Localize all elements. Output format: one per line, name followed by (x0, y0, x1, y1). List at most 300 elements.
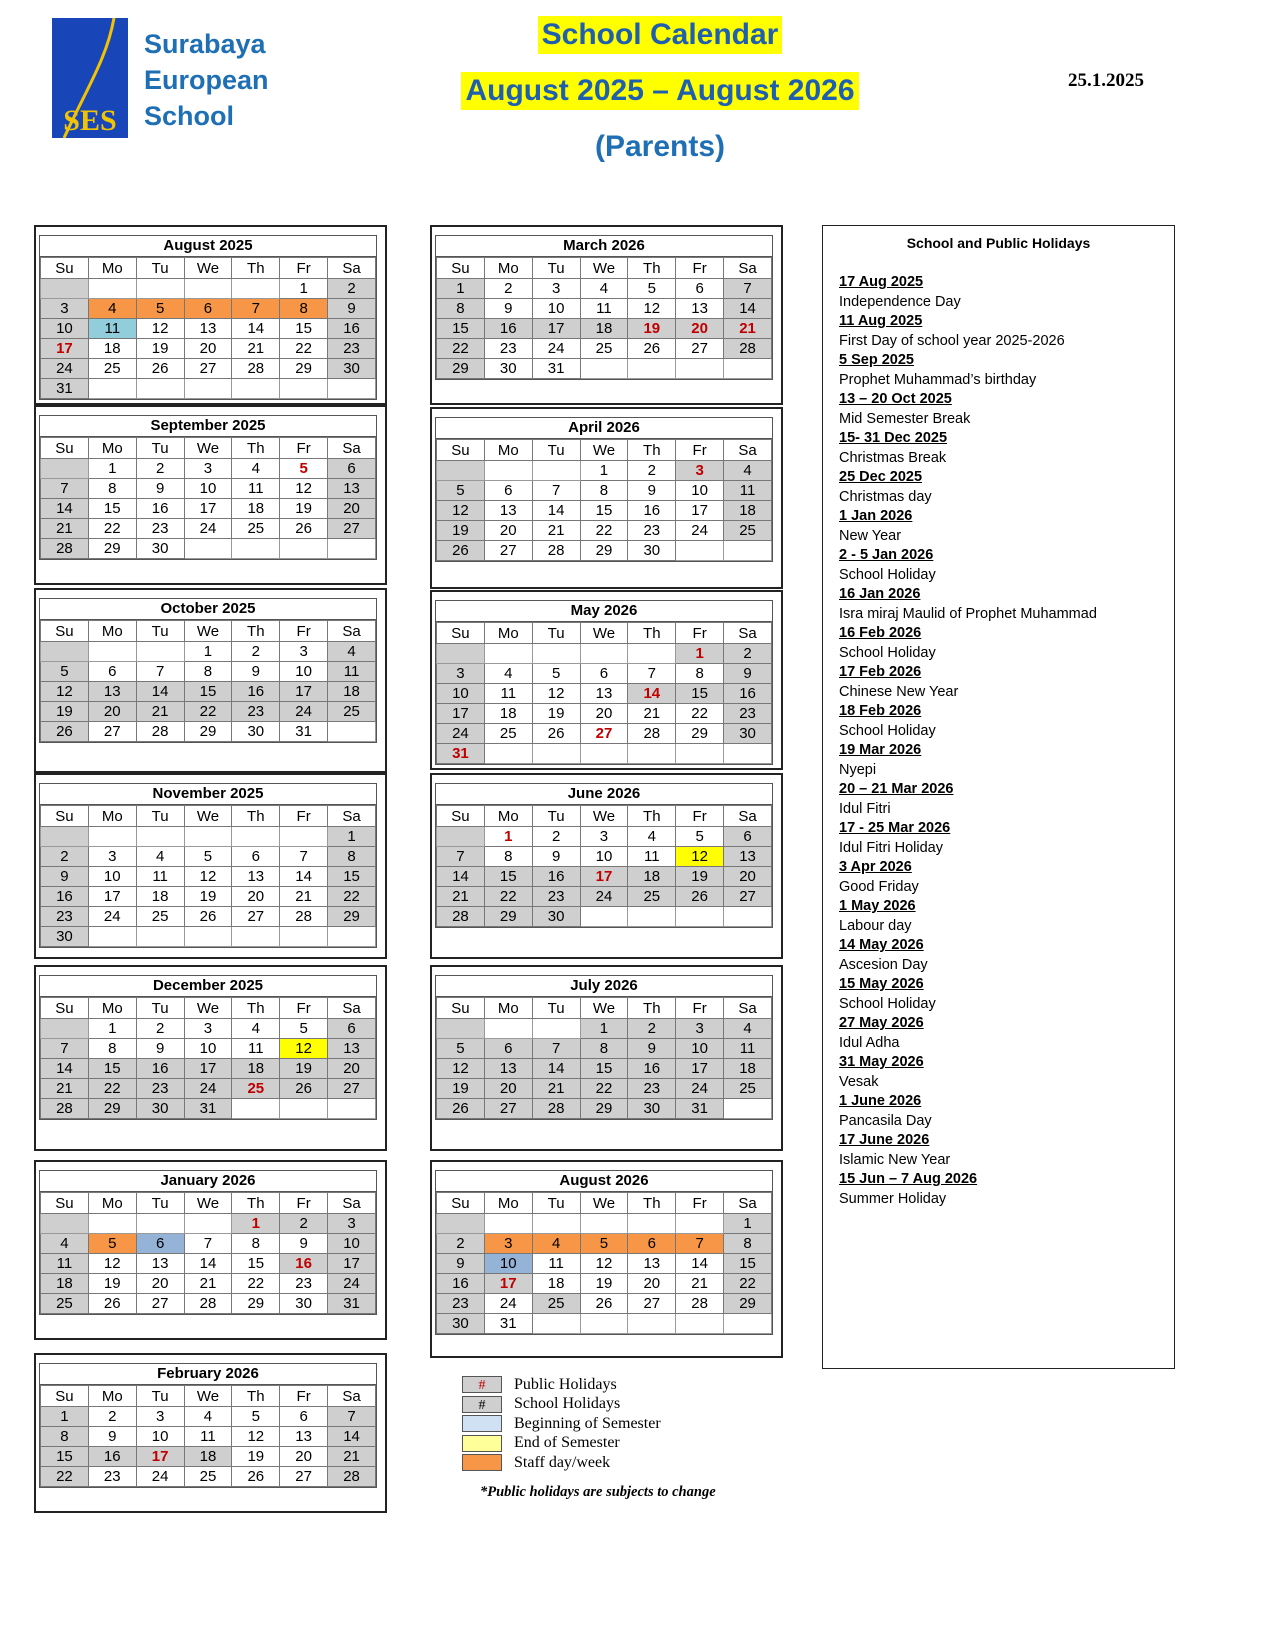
day-cell: 15 (580, 1059, 628, 1079)
day-cell: 6 (232, 847, 280, 867)
day-cell: 6 (484, 481, 532, 501)
holiday-date: 1 May 2026 (839, 898, 916, 914)
empty-day-cell (280, 379, 328, 399)
day-cell: 2 (724, 644, 772, 664)
day-cell: 16 (41, 887, 89, 907)
day-cell: 28 (280, 907, 328, 927)
weekday-header-row (41, 438, 376, 459)
day-cell: 12 (232, 1427, 280, 1447)
holiday-name: Vesak (839, 1073, 879, 1090)
week-row (41, 499, 376, 519)
weekday-header: Tu (532, 623, 580, 644)
weekday-header: Th (232, 998, 280, 1019)
weekday-header: Mo (88, 1386, 136, 1407)
holiday-name: New Year (839, 527, 902, 544)
day-cell: 12 (41, 682, 89, 702)
empty-day-cell (484, 461, 532, 481)
day-cell: 24 (41, 359, 89, 379)
month-august-2026 (430, 1160, 783, 1358)
week-row (41, 927, 376, 947)
weekday-header: Su (41, 258, 89, 279)
day-cell: 16 (484, 319, 532, 339)
week-row (437, 847, 772, 867)
day-cell: 12 (280, 1039, 328, 1059)
weekday-header: Tu (532, 258, 580, 279)
week-row (41, 1079, 376, 1099)
day-cell: 20 (484, 521, 532, 541)
month-calendar (435, 1170, 773, 1335)
day-cell: 4 (41, 1234, 89, 1254)
holiday-date: 17 Feb 2026 (839, 664, 922, 680)
day-cell: 5 (184, 847, 232, 867)
day-cell: 17 (328, 1254, 376, 1274)
day-cell: 31 (484, 1314, 532, 1334)
day-cell: 4 (232, 1019, 280, 1039)
week-row (41, 887, 376, 907)
day-cell: 18 (724, 1059, 772, 1079)
empty-day-cell (41, 459, 89, 479)
week-row (437, 1274, 772, 1294)
weekday-header: Su (437, 258, 485, 279)
day-cell: 22 (580, 1079, 628, 1099)
weekday-header: Fr (280, 998, 328, 1019)
day-cell: 16 (328, 319, 376, 339)
day-cell: 26 (136, 359, 184, 379)
day-cell: 25 (88, 359, 136, 379)
legend-item-staff-day (462, 1453, 661, 1473)
day-cell: 24 (88, 907, 136, 927)
weekday-header: Fr (280, 438, 328, 459)
holiday-date: 5 Sep 2025 (839, 352, 914, 368)
day-cell: 22 (724, 1274, 772, 1294)
week-row (437, 1019, 772, 1039)
day-cell: 3 (484, 1234, 532, 1254)
day-cell: 6 (724, 827, 772, 847)
empty-day-cell (184, 1214, 232, 1234)
weekday-header: Sa (328, 998, 376, 1019)
legend-swatch (462, 1435, 502, 1452)
day-cell: 20 (628, 1274, 676, 1294)
month-calendar (39, 1170, 377, 1315)
day-cell: 3 (88, 847, 136, 867)
weekday-header: Su (437, 440, 485, 461)
holidays-panel (822, 225, 1175, 1369)
empty-day-cell (580, 744, 628, 764)
holiday-date: 17 - 25 Mar 2026 (839, 820, 951, 836)
day-cell: 27 (676, 339, 724, 359)
school-name (144, 26, 269, 134)
day-cell: 30 (484, 359, 532, 379)
day-cell: 28 (628, 724, 676, 744)
day-cell: 1 (484, 827, 532, 847)
week-row (41, 479, 376, 499)
empty-day-cell (628, 744, 676, 764)
day-cell: 7 (280, 847, 328, 867)
day-cell: 7 (532, 1039, 580, 1059)
day-cell: 29 (184, 722, 232, 742)
day-cell: 6 (628, 1234, 676, 1254)
empty-day-cell (328, 927, 376, 947)
weekday-header: Mo (484, 258, 532, 279)
holiday-name: School Holiday (839, 566, 936, 583)
weekday-header-row (437, 623, 772, 644)
day-cell: 20 (136, 1274, 184, 1294)
weekday-header: Tu (136, 1386, 184, 1407)
week-row (437, 704, 772, 724)
day-cell: 20 (232, 887, 280, 907)
month-title: May 2026 (436, 601, 772, 622)
empty-day-cell (532, 1214, 580, 1234)
day-cell: 13 (328, 479, 376, 499)
day-cell: 4 (724, 461, 772, 481)
day-cell: 9 (136, 1039, 184, 1059)
day-cell: 11 (88, 319, 136, 339)
week-row (41, 642, 376, 662)
day-cell: 17 (437, 704, 485, 724)
weekday-header-row (437, 440, 772, 461)
holiday-date: 11 Aug 2025 (839, 313, 923, 329)
day-cell: 3 (280, 642, 328, 662)
empty-day-cell (184, 379, 232, 399)
day-cell: 10 (184, 479, 232, 499)
day-cell: 4 (88, 299, 136, 319)
legend-label: School Holidays (514, 1395, 621, 1413)
empty-day-cell (628, 907, 676, 927)
day-cell: 30 (136, 1099, 184, 1119)
day-cell: 16 (532, 867, 580, 887)
month-october-2025 (34, 588, 387, 773)
day-cell: 17 (184, 499, 232, 519)
day-cell: 12 (280, 479, 328, 499)
holiday-date: 3 Apr 2026 (839, 859, 912, 875)
week-row (437, 867, 772, 887)
holiday-date: 1 Jan 2026 (839, 508, 913, 524)
day-cell: 29 (328, 907, 376, 927)
month-december-2025 (34, 965, 387, 1151)
empty-day-cell (532, 461, 580, 481)
day-cell: 23 (88, 1467, 136, 1487)
weekday-header: We (184, 1386, 232, 1407)
holiday-name: Islamic New Year (839, 1151, 951, 1168)
day-cell: 22 (88, 1079, 136, 1099)
day-cell: 10 (676, 1039, 724, 1059)
day-cell: 20 (328, 499, 376, 519)
day-cell: 28 (41, 1099, 89, 1119)
weekday-header: Fr (280, 1386, 328, 1407)
day-cell: 19 (280, 1059, 328, 1079)
day-cell: 22 (88, 519, 136, 539)
weekday-header: Tu (136, 1193, 184, 1214)
day-cell: 7 (628, 664, 676, 684)
day-cell: 12 (437, 501, 485, 521)
month-grid (40, 257, 376, 399)
month-february-2026 (34, 1353, 387, 1513)
month-calendar (39, 783, 377, 948)
day-cell: 22 (41, 1467, 89, 1487)
week-row (437, 827, 772, 847)
week-row (437, 501, 772, 521)
day-cell: 2 (232, 642, 280, 662)
day-cell: 28 (232, 359, 280, 379)
day-cell: 17 (136, 1447, 184, 1467)
weekday-header: We (184, 806, 232, 827)
day-cell: 4 (136, 847, 184, 867)
day-cell: 14 (328, 1427, 376, 1447)
day-cell: 4 (580, 279, 628, 299)
legend-item-public-holidays (462, 1375, 661, 1395)
day-cell: 11 (232, 479, 280, 499)
weekday-header-row (41, 258, 376, 279)
day-cell: 8 (676, 664, 724, 684)
day-cell: 10 (580, 847, 628, 867)
empty-day-cell (41, 642, 89, 662)
weekday-header: Th (628, 623, 676, 644)
week-row (41, 1099, 376, 1119)
day-cell: 2 (136, 1019, 184, 1039)
empty-day-cell (88, 1214, 136, 1234)
day-cell: 15 (41, 1447, 89, 1467)
weekday-header: Su (41, 1386, 89, 1407)
empty-day-cell (232, 1099, 280, 1119)
day-cell: 10 (184, 1039, 232, 1059)
week-row (437, 299, 772, 319)
day-cell: 23 (532, 887, 580, 907)
day-cell: 18 (88, 339, 136, 359)
holiday-date: 19 Mar 2026 (839, 742, 922, 758)
day-cell: 23 (328, 339, 376, 359)
month-grid (436, 622, 772, 764)
day-cell: 21 (437, 887, 485, 907)
month-grid (40, 805, 376, 947)
day-cell: 16 (437, 1274, 485, 1294)
day-cell: 26 (280, 519, 328, 539)
day-cell: 9 (136, 479, 184, 499)
day-cell: 24 (437, 724, 485, 744)
day-cell: 2 (437, 1234, 485, 1254)
holiday-name: Nyepi (839, 761, 877, 778)
day-cell: 21 (532, 1079, 580, 1099)
day-cell: 7 (437, 847, 485, 867)
day-cell: 24 (676, 1079, 724, 1099)
day-cell: 3 (676, 1019, 724, 1039)
weekday-header-row (41, 998, 376, 1019)
day-cell: 26 (628, 339, 676, 359)
weekday-header: Mo (484, 1193, 532, 1214)
week-row (437, 1214, 772, 1234)
week-row (41, 1019, 376, 1039)
day-cell: 19 (232, 1447, 280, 1467)
weekday-header: Mo (88, 621, 136, 642)
day-cell: 5 (437, 1039, 485, 1059)
weekday-header: Fr (676, 258, 724, 279)
day-cell: 15 (676, 684, 724, 704)
holiday-name: School Holiday (839, 995, 936, 1012)
weekday-header: Fr (676, 623, 724, 644)
weekday-header: Th (628, 806, 676, 827)
empty-day-cell (88, 642, 136, 662)
legend-label: Public Holidays (514, 1375, 617, 1393)
day-cell: 30 (136, 539, 184, 559)
day-cell: 26 (437, 541, 485, 561)
page-title (440, 14, 880, 166)
month-calendar (435, 600, 773, 765)
week-row (41, 519, 376, 539)
day-cell: 11 (628, 847, 676, 867)
day-cell: 7 (41, 479, 89, 499)
day-cell: 12 (580, 1254, 628, 1274)
day-cell: 20 (280, 1447, 328, 1467)
day-cell: 22 (232, 1274, 280, 1294)
holiday-name: Summer Holiday (839, 1190, 947, 1207)
day-cell: 14 (437, 867, 485, 887)
day-cell: 26 (437, 1099, 485, 1119)
day-cell: 3 (328, 1214, 376, 1234)
week-row (437, 907, 772, 927)
weekday-header: Fr (676, 806, 724, 827)
day-cell: 15 (484, 867, 532, 887)
day-cell: 18 (232, 499, 280, 519)
day-cell: 27 (328, 1079, 376, 1099)
day-cell: 10 (484, 1254, 532, 1274)
week-row (437, 684, 772, 704)
day-cell: 17 (280, 682, 328, 702)
day-cell: 10 (41, 319, 89, 339)
week-row (41, 1407, 376, 1427)
day-cell: 29 (580, 541, 628, 561)
day-cell: 13 (724, 847, 772, 867)
legend-item-school-holidays (462, 1395, 661, 1415)
empty-day-cell (437, 461, 485, 481)
day-cell: 20 (184, 339, 232, 359)
month-title: October 2025 (40, 599, 376, 620)
day-cell: 14 (628, 684, 676, 704)
day-cell: 13 (280, 1427, 328, 1447)
day-cell: 25 (484, 724, 532, 744)
weekday-header: We (580, 623, 628, 644)
day-cell: 14 (724, 299, 772, 319)
legend-item-end-semester (462, 1434, 661, 1454)
day-cell: 25 (184, 1467, 232, 1487)
day-cell: 14 (136, 682, 184, 702)
month-grid (436, 997, 772, 1119)
day-cell: 20 (328, 1059, 376, 1079)
month-title: June 2026 (436, 784, 772, 805)
day-cell: 11 (232, 1039, 280, 1059)
empty-day-cell (484, 744, 532, 764)
day-cell: 4 (184, 1407, 232, 1427)
day-cell: 23 (136, 519, 184, 539)
weekday-header: Th (232, 806, 280, 827)
week-row (41, 1039, 376, 1059)
holidays-panel-title: School and Public Holidays (906, 235, 1091, 251)
day-cell: 13 (88, 682, 136, 702)
weekday-header: Th (232, 621, 280, 642)
weekday-header: Fr (280, 621, 328, 642)
week-row (41, 279, 376, 299)
empty-day-cell (41, 827, 89, 847)
day-cell: 10 (280, 662, 328, 682)
empty-day-cell (484, 1214, 532, 1234)
month-grid (436, 1192, 772, 1334)
day-cell: 6 (136, 1234, 184, 1254)
school-logo (52, 18, 128, 138)
day-cell: 27 (580, 724, 628, 744)
day-cell: 25 (628, 887, 676, 907)
empty-day-cell (136, 927, 184, 947)
day-cell: 13 (232, 867, 280, 887)
day-cell: 5 (437, 481, 485, 501)
empty-day-cell (437, 827, 485, 847)
day-cell: 13 (328, 1039, 376, 1059)
day-cell: 23 (232, 702, 280, 722)
day-cell: 7 (41, 1039, 89, 1059)
day-cell: 21 (41, 1079, 89, 1099)
holiday-name: Idul Fitri Holiday (839, 839, 943, 856)
day-cell: 16 (724, 684, 772, 704)
day-cell: 14 (676, 1254, 724, 1274)
day-cell: 5 (580, 1234, 628, 1254)
day-cell: 31 (328, 1294, 376, 1314)
week-row (41, 359, 376, 379)
week-row (437, 724, 772, 744)
month-title: April 2026 (436, 418, 772, 439)
holiday-date: 25 Dec 2025 (839, 469, 923, 485)
day-cell: 11 (484, 684, 532, 704)
day-cell: 8 (41, 1427, 89, 1447)
holiday-name: School Holiday (839, 722, 936, 739)
empty-day-cell (328, 379, 376, 399)
day-cell: 10 (328, 1234, 376, 1254)
empty-day-cell (232, 539, 280, 559)
weekday-header: We (184, 438, 232, 459)
day-cell: 2 (41, 847, 89, 867)
legend (462, 1375, 661, 1473)
day-cell: 24 (136, 1467, 184, 1487)
day-cell: 22 (328, 887, 376, 907)
day-cell: 29 (280, 359, 328, 379)
empty-day-cell (676, 1314, 724, 1334)
day-cell: 30 (232, 722, 280, 742)
day-cell: 29 (580, 1099, 628, 1119)
day-cell: 28 (41, 539, 89, 559)
legend-item-beginning-semester (462, 1414, 661, 1434)
day-cell: 28 (184, 1294, 232, 1314)
day-cell: 28 (328, 1467, 376, 1487)
day-cell: 8 (580, 1039, 628, 1059)
day-cell: 2 (88, 1407, 136, 1427)
holiday-name: School Holiday (839, 644, 936, 661)
day-cell: 21 (628, 704, 676, 724)
empty-day-cell (232, 827, 280, 847)
day-cell: 8 (580, 481, 628, 501)
holiday-date: 20 – 21 Mar 2026 (839, 781, 954, 797)
day-cell: 22 (580, 521, 628, 541)
day-cell: 18 (532, 1274, 580, 1294)
day-cell: 29 (676, 724, 724, 744)
empty-day-cell (280, 1099, 328, 1119)
weekday-header: Sa (724, 998, 772, 1019)
month-title: September 2025 (40, 416, 376, 437)
day-cell: 12 (136, 319, 184, 339)
school-name-line: Surabaya (144, 29, 266, 59)
day-cell: 17 (676, 1059, 724, 1079)
day-cell: 9 (628, 1039, 676, 1059)
month-grid (40, 997, 376, 1119)
week-row (41, 1254, 376, 1274)
day-cell: 12 (88, 1254, 136, 1274)
day-cell: 3 (184, 1019, 232, 1039)
day-cell: 2 (628, 461, 676, 481)
